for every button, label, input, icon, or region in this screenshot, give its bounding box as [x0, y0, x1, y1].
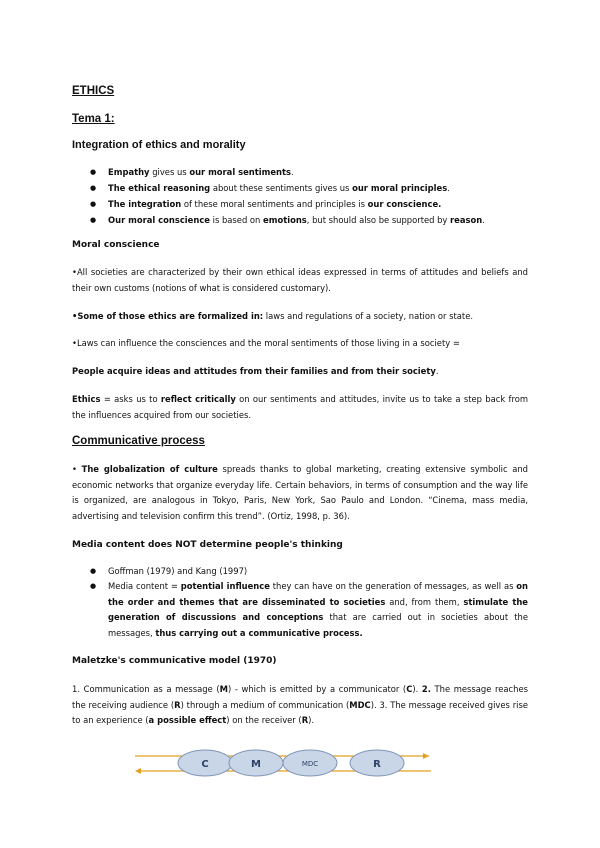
moral-paragraph-2: •Some of those ethics are formalized in: laws and regulations of a society, nation or state. [72, 311, 474, 321]
moral-paragraph-4: People acquire ideas and attitudes from their families and from their society. [72, 366, 439, 376]
list-item: ● Our moral conscience is based on emotions, but should also be supported by reason. [90, 212, 485, 228]
list-item: ● Empathy gives us our moral sentiments. [90, 164, 485, 180]
media-heading: Media content does NOT determine people's thinking [72, 540, 343, 550]
integration-list [90, 164, 485, 228]
top-arrow-head [423, 753, 429, 759]
document-title: ETHICS [72, 85, 115, 97]
ethics-definition: Ethics = asks us to reflect critically on our sentiments and attitudes, invite us to take a step back from the influences acquired from our societies. [72, 394, 528, 420]
globalization-paragraph: • The globalization of culture spreads thanks to global marketing, creating extensive symbolic and economic networks that organize everyday life. Certain behaviors, in terms of consumption and the way life is organized, are analogous in Tokyo, Paris, New York, Sao Paulo and London. “Cinema, mass media, advertising and television confirm this trend”. (Ortiz, 1998, p. 36). [72, 464, 529, 521]
maletzke-heading: Maletzke's communicative model (1970) [72, 656, 277, 666]
list-item: ● The ethical reasoning about these sentiments gives us our moral principles. [90, 180, 485, 196]
list-item: ● Media content = potential influence they can have on the generation of messages, as well as on the order and themes that are disseminated to societies and, from them, stimulate the generation of discussions and conceptions that are carried out in societies about the messages, thus carrying out a communicative process. [90, 579, 528, 641]
moral-paragraph-3: •Laws can influence the consciences and the moral sentiments of those living in a society = [72, 338, 460, 348]
communicative-heading: Communicative process [72, 435, 205, 447]
list-item: ● The integration of these moral sentiments and principles is our conscience. [90, 196, 485, 212]
list-item: ● Goffman (1979) and Kang (1997) [90, 563, 528, 579]
moral-heading: Moral conscience [72, 240, 160, 250]
node-mdc-label: MDC [301, 760, 319, 768]
tema-heading: Tema 1: [72, 113, 115, 125]
integration-heading: Integration of ethics and morality [72, 139, 246, 151]
bottom-arrow-head [135, 768, 141, 774]
moral-paragraph-1: •All societies are characterized by their own ethical ideas expressed in terms of attitudes and beliefs and their own customs (notions of what is considered customary). [72, 267, 528, 293]
communication-model-diagram [133, 745, 433, 781]
node-c-label: C [201, 759, 209, 770]
maletzke-paragraph: 1. Communication as a message (M) - which is emitted by a communicator (C). 2. The message reaches the receiving audience (R) through a medium of communication (MDC). 3. The message received gives rise to an experience (a possible effect) on the receiver (R). [72, 684, 528, 725]
node-r-label: R [373, 759, 381, 770]
node-m-label: M [251, 759, 261, 770]
media-list [90, 563, 528, 641]
